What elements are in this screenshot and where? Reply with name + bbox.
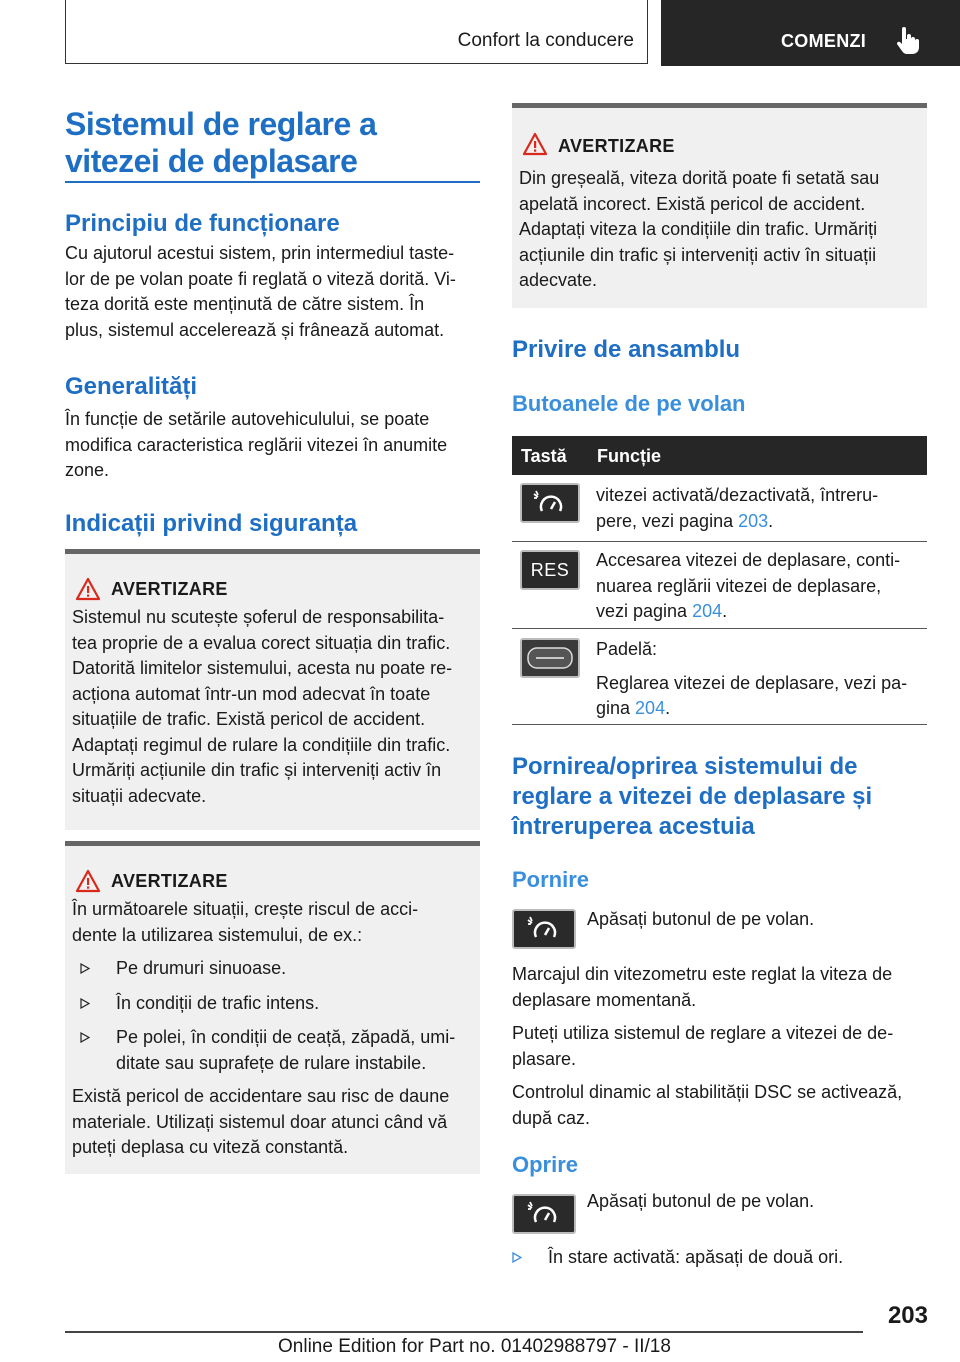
- header-tab-label: COMENZI: [781, 31, 867, 51]
- table-row: [512, 542, 927, 628]
- page-link[interactable]: 204: [635, 698, 666, 718]
- warning-3-text: Din greșeală, viteza dorită poate fi setată sau apelată incorect. Există pericol de accident. Adaptați viteza la condițiile din trafic. Urmăriți acțiunile din trafic și interveniți activ în situații adecvate.: [519, 168, 880, 290]
- cruise-control-button-image: [512, 909, 576, 949]
- principiu-paragraph: Cu ajutorul acestui sistem, prin intermediul taste- lor de pe volan poate fi reglată o viteză dorită. Vi- teza dorită este menținută de către sistem. În plus, sistemul accelerează și frânează automat.: [65, 243, 456, 340]
- table-cell-function: vitezei activată/dezactivată, întreru- pere, vezi pagina 203.: [596, 485, 879, 531]
- heading-indicatii: Indicații privind siguranța: [65, 510, 358, 537]
- cruise-control-button-image: [512, 1194, 576, 1234]
- list-item: În condiții de trafic intens.: [72, 991, 477, 1018]
- heading-privire: Privire de ansamblu: [512, 336, 741, 363]
- bullet-triangle-icon: [80, 963, 90, 974]
- header-section-title: Confort la conducere: [457, 30, 634, 51]
- table-divider: [512, 724, 927, 725]
- heading-butoanele: Butoanele de pe volan: [512, 391, 746, 416]
- warning-box-3: [512, 103, 927, 308]
- title-rule: [65, 181, 480, 183]
- bullet-triangle-icon: [80, 998, 90, 1009]
- speedometer-icon: [522, 485, 578, 521]
- res-button-image: [520, 550, 580, 590]
- page-number: 203: [887, 1302, 928, 1329]
- warning-box-2: [65, 841, 480, 1174]
- table-row: [512, 475, 927, 541]
- speedometer-icon: [514, 911, 574, 947]
- pornire-instruction: Apăsați butonul de pe volan.: [587, 909, 815, 929]
- pornire-text: Marcajul din vitezometru este reglat la viteza de deplasare momentană. Puteți utiliza sistemul de reglare a vitezei de de- plasare. Controlul dinamic al stabilității DSC se activează, după caz.: [512, 964, 903, 1128]
- warning-title: AVERTIZARE: [111, 871, 228, 891]
- list-item: În stare activată: apăsați de două ori.: [504, 1245, 924, 1272]
- hand-pointer-icon: [893, 26, 923, 56]
- paddle-image: [520, 638, 580, 678]
- table-cell-function: Accesarea vitezei de deplasare, conti- nuarea reglării vitezei de deplasare, vezi pagina 204.: [596, 550, 901, 621]
- table-header-key: Tastă: [521, 446, 567, 466]
- footer-rule: [65, 1331, 863, 1333]
- warning-triangle-icon: [522, 132, 548, 156]
- oprire-instruction: Apăsați butonul de pe volan.: [587, 1191, 815, 1211]
- table-row: [512, 629, 927, 724]
- table-header: [512, 436, 927, 475]
- heading-pornirea-oprirea: Pornirea/oprirea sistemului de reglare a vitezei de deplasare și întreruperea acestuia: [512, 753, 873, 840]
- list-item: Pe drumuri sinuoase.: [72, 956, 477, 983]
- table-cell-function: Padelă: Reglarea vitezei de deplasare, vezi pa- gina 204.: [596, 639, 908, 718]
- footer-edition: Online Edition for Part no. 01402988797 - II/18: [278, 1336, 671, 1357]
- page-title: Sistemul de reglare a vitezei de deplasare: [65, 106, 377, 179]
- cruise-control-button-image: [520, 483, 580, 523]
- bullet-triangle-icon: [80, 1032, 90, 1043]
- warning-triangle-icon: [75, 869, 101, 893]
- bullet-triangle-icon: [512, 1252, 522, 1263]
- heading-generalitati: Generalități: [65, 373, 198, 400]
- heading-principiu: Principiu de funcționare: [65, 210, 340, 237]
- list-item: Pe polei, în condiții de ceață, zăpadă, umi- ditate sau suprafețe de rulare instabile.: [72, 1025, 477, 1076]
- warning-1-text: Sistemul nu scutește șoferul de responsabilita- tea proprie de a evalua corect situația din trafic. Datorită limitelor sistemului, acesta nu poate re- acționa automat într-un mod adecvat în toate situațiile de trafic. Există pericol de accident. Adaptați regimul de rulare la condițiile din trafic. Urmăriți acțiunile din trafic și interveniți activ în situații adecvate.: [72, 607, 453, 806]
- warning-title: AVERTIZARE: [558, 136, 675, 156]
- page-link[interactable]: 204: [692, 601, 723, 621]
- res-button-label: RES: [530, 559, 570, 580]
- paddle-icon: [522, 640, 578, 676]
- warning-2-text: În următoarele situații, crește riscul de acci- dente la utilizarea sistemului, de ex.: Pe drumuri sinuoase. În condiții de trafic intens. Pe polei, în condiții de ceață, zăpadă, umi- ditate sau suprafețe de rulare instabile. Există pericol de accidentare sau risc de daune materiale. Utilizați sistemul doar atunci când vă puteți deplasa cu viteză constantă.: [72, 897, 477, 1161]
- page-link[interactable]: 203: [738, 510, 769, 531]
- heading-oprire: Oprire: [512, 1152, 579, 1177]
- warning-triangle-icon: [75, 577, 101, 601]
- speedometer-icon: [514, 1196, 574, 1232]
- warning-title: AVERTIZARE: [111, 579, 228, 599]
- heading-pornire: Pornire: [512, 867, 590, 892]
- warning-box-1: [65, 549, 480, 830]
- table-header-function: Funcție: [597, 446, 662, 466]
- generalitati-paragraph: În funcție de setările autovehiculului, se poate modifica caracteristica reglării vitezei în anumite zone.: [65, 409, 448, 480]
